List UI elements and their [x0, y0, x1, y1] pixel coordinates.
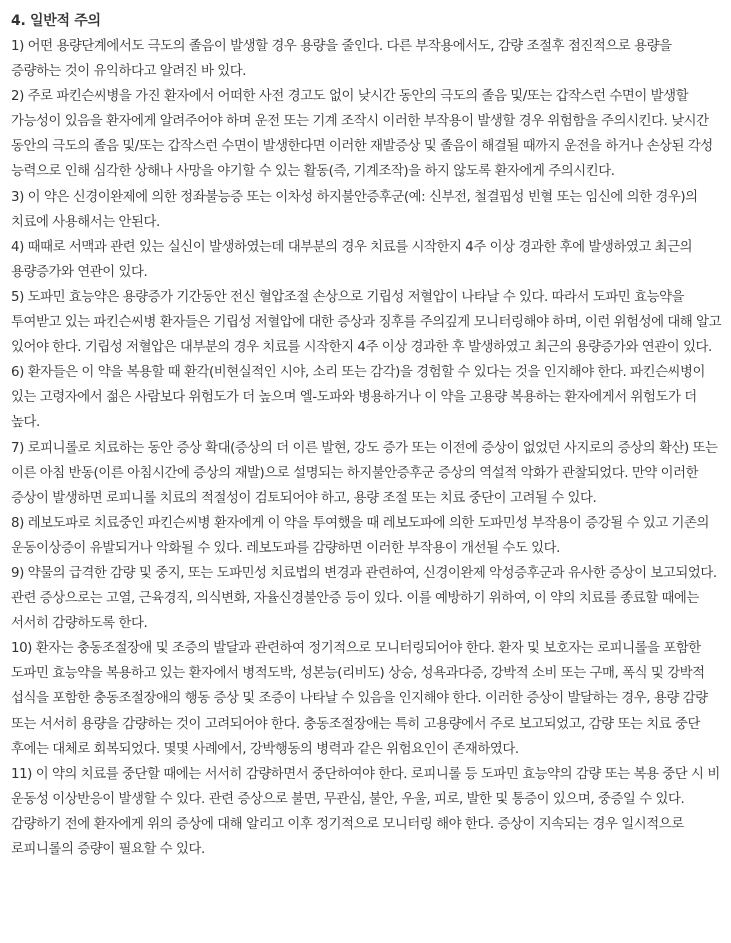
precaution-item-7: 7) 로피니롤로 치료하는 동안 증상 확대(증상의 더 이른 발현, 강도 증가 또는 이전에 증상이 없었던 사지로의 증상의 확산) 또는 이른 아침 반동(이른 아침시간에 증상의 재발)으로 설명되는 하지불안증후군 증상의 역설적 악화가 관찰되었다. 만약 이러한 증상이 발생하면 로피니롤 치료의 적절성이 검토되어야 하고, 용량 조절 또는 치료 중단이 고려될 수 있다.: [11, 440, 718, 506]
precaution-item-9: 9) 약물의 급격한 감량 및 중지, 또는 도파민성 치료법의 변경과 관련하여, 신경이완제 악성증후군과 유사한 증상이 보고되었다. 관련 증상으로는 고열, 근육경직, 의식변화, 자율신경불안증 등이 있다. 이를 예방하기 위하여, 이 약의 치료를 종료할 때에는 서서히 감량하도록 한다.: [11, 565, 717, 632]
precaution-item-4: 4) 때때로 서맥과 관련 있는 실신이 발생하였는데 대부분의 경우 치료를 시작한지 4주 이상 경과한 후에 발생하였고 최근의 용량증가와 연관이 있다.: [11, 239, 693, 280]
section-heading: 4. 일반적 주의: [11, 13, 101, 29]
precaution-item-1: 1) 어떤 용량단계에서도 극도의 졸음이 발생할 경우 용량을 줄인다. 다른 부작용에서도, 감량 조절후 점진적으로 용량을 증량하는 것이 유익하다고 알려진 바 있다.: [11, 39, 672, 80]
precaution-item-10: 10) 환자는 충동조절장애 및 조증의 발달과 관련하여 정기적으로 모니터링되어야 한다. 환자 및 보호자는 로피니롤을 포함한 도파민 효능약을 복용하고 있는 환자에서 병적도박, 성본능(리비도) 상승, 성욕과다증, 강박적 소비 또는 구매, 폭식 및 강박적 섭식을 포함한 충동조절장애의 행동 증상 및 조증이 나타날 수 있음을 인지해야 한다. 이러한 증상이 발달하는 경우, 용량 감량 또는 서서히 용량을 감량하는 것이 고려되어야 한다. 충동조절장애는 특히 고용량에서 주로 보고되었고, 감량 또는 치료 중단 후에는 대체로 회복되었다. 몇몇 사례에서, 강박행동의 병력과 같은 위험요인이 존재하였다.: [11, 641, 708, 757]
precaution-item-5: 5) 도파민 효능약은 용량증가 기간동안 전신 혈압조절 손상으로 기립성 저혈압이 나타날 수 있다. 따라서 도파민 효능약을 투여받고 있는 파킨슨씨병 환자들은 기립성 저혈압에 대한 증상과 징후를 주의깊게 모니터링해야 하며, 이런 위험성에 대해 알고 있어야 한다. 기립성 저혈압은 대부분의 경우 치료를 시작한지 4주 이상 경과한 후 발생하였고 최근의 용량증가와 연관이 있다.: [11, 289, 722, 356]
precaution-item-2: 2) 주로 파킨슨씨병을 가진 환자에서 어떠한 사전 경고도 없이 낮시간 동안의 극도의 졸음 및/또는 갑작스런 수면이 발생할 가능성이 있음을 환자에게 알려주어야 하며 운전 또는 기계 조작시 이러한 부작용이 발생할 경우 위험함을 주의시킨다. 낮시간 동안의 극도의 졸음 및/또는 갑작스런 수면이 발생한다면 이러한 재발증상 및 졸음이 해결될 때까지 운전을 하거나 손상된 각성 능력으로 인해 심각한 상해나 사망을 야기할 수 있는 활동(즉, 기계조작)을 하지 않도록 환자에게 주의시킨다.: [11, 89, 713, 180]
precaution-item-8: 8) 레보도파로 치료중인 파킨슨씨병 환자에게 이 약을 투여했을 때 레보도파에 의한 도파민성 부작용이 증강될 수 있고 기존의 운동이상증이 유발되거나 악화될 수 있다. 레보도파를 감량하면 이러한 부작용이 개선될 수도 있다.: [11, 515, 710, 556]
precaution-item-3: 3) 이 약은 신경이완제에 의한 정좌불능증 또는 이차성 하지불안증후군(예: 신부전, 철결핍성 빈혈 또는 임신에 의한 경우)의 치료에 사용해서는 안된다.: [11, 189, 698, 230]
precaution-item-11: 11) 이 약의 치료를 중단할 때에는 서서히 감량하면서 중단하여야 한다. 로피니롤 등 도파민 효능약의 감량 또는 복용 중단 시 비 운동성 이상반응이 발생할 수 있다. 관련 증상으로 불면, 무관심, 불안, 우울, 피로, 발한 및 통증이 있으며, 중증일 수 있다. 감량하기 전에 환자에게 위의 증상에 대해 알리고 이후 정기적으로 모니터링 해야 한다. 증상이 지속되는 경우 일시적으로 로피니롤의 증량이 필요할 수 있다.: [11, 766, 720, 857]
precaution-item-6: 6) 환자들은 이 약을 복용할 때 환각(비현실적인 시야, 소리 또는 감각)을 경험할 수 있다는 것을 인지해야 한다. 파킨슨씨병이 있는 고령자에서 젊은 사람보다 위험도가 더 높으며 엘-도파와 병용하거나 이 약을 고용량 복용하는 환자에게서 위험도가 더 높다.: [11, 365, 706, 431]
